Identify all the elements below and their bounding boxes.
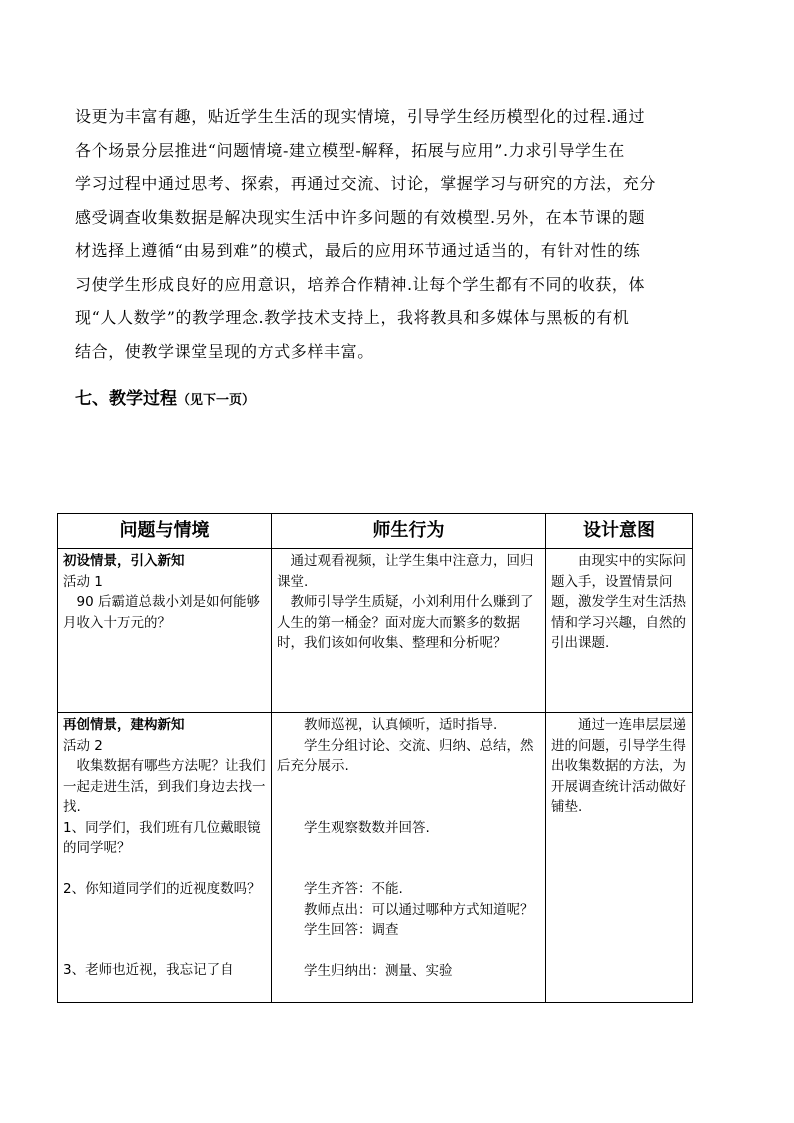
- action-text: 学生观察数数并回答.: [304, 819, 430, 836]
- action-cell: [272, 713, 546, 1003]
- activity-label: 活动 2: [63, 737, 103, 754]
- action-text: 学生回答：调查: [304, 922, 399, 938]
- paragraph-line: 结合，使教学课堂呈现的方式多样丰富。: [75, 341, 374, 361]
- row-heading: 再创情景，建构新知: [63, 717, 185, 733]
- problem-cell: [58, 713, 272, 1003]
- paragraph-line: 习使学生形成良好的应用意识，培养合作精神.让每个学生都有不同的收获，体: [75, 274, 646, 294]
- intent-cell: [546, 549, 693, 713]
- header-problem-context: 问题与情境: [58, 514, 272, 549]
- section-note: （见下一页）: [177, 393, 256, 408]
- action-cell: [272, 549, 546, 713]
- action-text: 学生归纳出：测量、实验: [304, 962, 453, 979]
- intent-text: 由现实中的实际问题入手，设置情景问题，激发学生对生活热情和学习兴趣，自然的引出课题.: [551, 553, 686, 651]
- paragraph-line: 现“人人数学”的教学理念.教学技术支持上，我将教具和多媒体与黑板的有机: [75, 308, 630, 327]
- paragraph-line: 设更为丰富有趣，贴近学生生活的现实情境，引导学生经历模型化的过程.通过: [75, 107, 646, 126]
- header-design-intent: 设计意图: [546, 514, 693, 549]
- problem-cell: [58, 549, 272, 713]
- question-2: 2、你知道同学们的近视度数吗？: [63, 880, 261, 897]
- section-title: 七、教学过程: [75, 389, 177, 409]
- intro-paragraph: [75, 100, 723, 368]
- paragraph-line: 学习过程中通过思考、探索，再通过交流、讨论，掌握学习与研究的方法，充分: [75, 174, 657, 193]
- problem-text: 90 后霸道总裁小刘是如何能够月收入十万元的？: [63, 594, 260, 631]
- paragraph-line: 感受调查收集数据是解决现实生活中许多问题的有效模型.另外，在本节课的题: [75, 207, 646, 227]
- paragraph-line: 各个场景分层推进“问题情境-建立模型-解释，拓展与应用”.力求引导学生在: [75, 140, 625, 160]
- action-text: 教师巡视，认真倾听，适时指导.: [304, 717, 498, 733]
- row-heading: 初设情景，引入新知: [63, 553, 185, 569]
- action-text: 教师点出：可以通过哪种方式知道呢？: [304, 901, 534, 918]
- header-teacher-student-actions: 师生行为: [272, 514, 546, 549]
- activity-label: 活动 1: [63, 573, 103, 590]
- problem-text: 收集数据有哪些方法呢？让我们一起走进生活，到我们身边去找一找.: [63, 758, 266, 815]
- intent-cell: [546, 713, 693, 1003]
- question-1: 1、同学们，我们班有几位戴眼镜的同学呢？: [63, 819, 261, 856]
- question-3: 3、老师也近视，我忘记了自: [63, 962, 234, 978]
- teaching-process-table: [57, 513, 693, 1003]
- action-text: 学生齐答：不能.: [304, 881, 403, 897]
- action-text: 通过观看视频，让学生集中注意力，回归课堂.: [277, 553, 534, 590]
- intent-text: 通过一连串层层递进的问题，引导学生得出收集数据的方法，为开展调查统计活动做好铺垫.: [551, 717, 686, 815]
- table-row: [58, 549, 693, 713]
- table-row: [58, 713, 693, 1003]
- action-text: 教师引导学生质疑，小刘利用什么赚到了人生的第一桶金？面对庞大而繁多的数据时，我们该如何收集、整理和分析呢？: [277, 594, 534, 651]
- paragraph-line: 材选择上遵循“由易到难”的模式，最后的应用环节通过适当的，有针对性的练: [75, 241, 641, 260]
- section-heading: [75, 384, 255, 409]
- action-text: 学生分组讨论、交流、归纳、总结，然后充分展示.: [277, 737, 534, 774]
- table-header-row: [58, 514, 693, 549]
